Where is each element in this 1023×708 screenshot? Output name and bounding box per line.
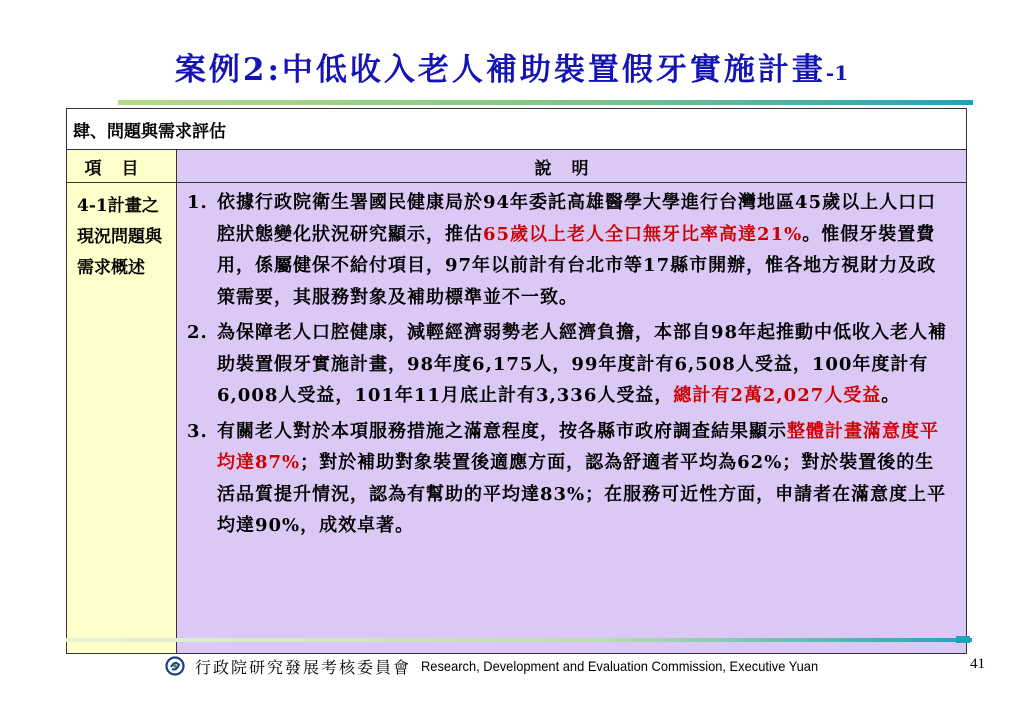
list-item-text: 依據行政院衛生署國民健康局於94年委託高雄醫學大學進行台灣地區45歲以上人口口腔狀態變化狀況研究顯示，推估 bbox=[217, 192, 937, 245]
slide-title bbox=[0, 50, 1023, 93]
footer-rule bbox=[66, 638, 972, 642]
list-item bbox=[187, 187, 952, 313]
list-item-text-end: 。惟假牙裝置費用，係屬健保不給付項目，97年以前計有台北市等17縣市開辦，惟各地方視財力及政策需要，其服務對象及補助標準並不一致。 bbox=[217, 223, 937, 308]
table-header-row bbox=[67, 150, 967, 183]
description-list bbox=[187, 187, 952, 542]
content-table bbox=[66, 108, 967, 654]
list-item-text-end: ；對於補助對象裝置後適應方面，認為舒適者平均為62%；對於裝置後的生活品質提升情況，認為有幫助的平均達83%；在服務可近性方面，申請者在滿意度上平均達90%，成效卓著。 bbox=[217, 452, 947, 536]
header-item: 項目 bbox=[67, 150, 177, 183]
list-item-text: 有關老人對於本項服務措施之滿意程度，按各縣市政府調查結果顯示 bbox=[217, 420, 787, 442]
list-item-text: 為保障老人口腔健康，減輕經濟弱勢老人經濟負擔，本部自98年起推動中低收入老人補助裝置假牙實施計畫，98年度6,175人，99年度計有6,508人受益，100年度計有6,008人受益，101年11月底止計有3,336人受益， bbox=[217, 322, 948, 406]
org-name-english: Research, Development and Evaluation Commission, Executive Yuan bbox=[421, 658, 819, 674]
footer bbox=[165, 654, 853, 678]
list-item-number: 3. bbox=[187, 420, 208, 442]
org-name-chinese: 行政院研究發展考核委員會 bbox=[195, 657, 412, 677]
title-underline bbox=[118, 100, 973, 105]
section-heading: 肆、問題與需求評估 bbox=[67, 109, 967, 150]
header-desc: 說明 bbox=[177, 150, 967, 183]
list-item-text-end: 。 bbox=[881, 385, 901, 406]
rdec-logo-icon bbox=[165, 656, 185, 676]
list-item-highlight: 總計有2萬2,027人受益 bbox=[673, 385, 882, 406]
list-item bbox=[187, 416, 952, 542]
section-heading-row bbox=[67, 109, 967, 150]
page-number: 41 bbox=[970, 656, 985, 672]
list-item bbox=[187, 317, 952, 412]
list-item-highlight: 65歲以上老人全口無牙比率高達21% bbox=[483, 223, 803, 245]
title-suffix: -1 bbox=[825, 61, 849, 85]
table-row bbox=[67, 183, 967, 654]
list-item-highlight: 整體計畫滿意度平均達87% bbox=[217, 420, 939, 473]
footer-rule-cap bbox=[956, 636, 970, 643]
list-item-number: 1. bbox=[187, 192, 208, 213]
title-main: 案例2:中低收入老人補助裝置假牙實施計畫 bbox=[174, 52, 826, 88]
item-label: 4-1計畫之現況問題與需求概述 bbox=[67, 183, 177, 654]
description-cell bbox=[177, 183, 967, 654]
list-item-number: 2. bbox=[187, 322, 208, 343]
